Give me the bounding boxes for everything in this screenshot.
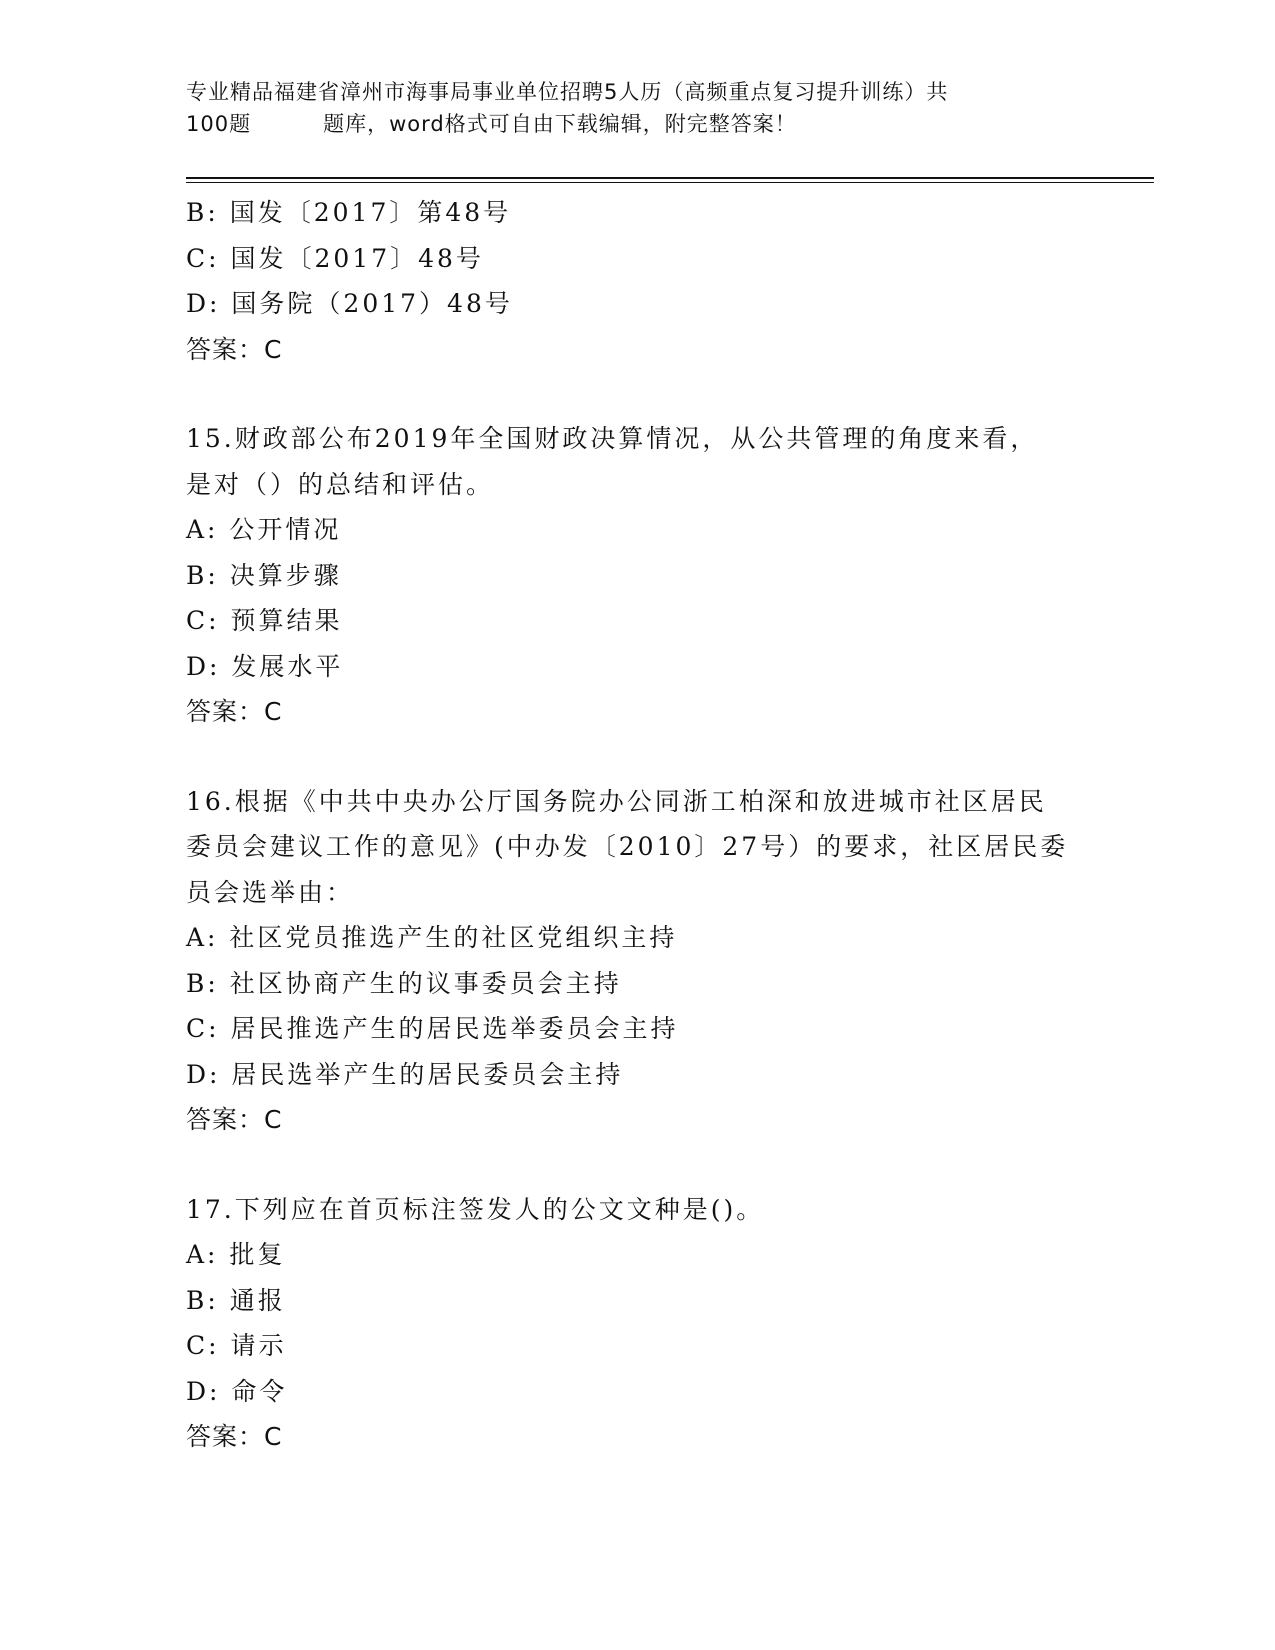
answer-line: 答案：C xyxy=(186,697,283,726)
option-d: D: 居民选举产生的居民委员会主持 xyxy=(186,1059,624,1089)
option-c: C: 预算结果 xyxy=(186,606,343,635)
option-d: D: 命令 xyxy=(186,1376,288,1406)
header-count: 100题 xyxy=(186,112,252,136)
question-stem-line: 16.根据《中共中央办公厅国务院办公同浙工柏深和放进城市社区居民 xyxy=(186,786,1047,816)
answer-line: 答案：C xyxy=(186,334,283,364)
question-17 xyxy=(186,1187,1086,1460)
option-b: B: 国发〔2017〕第48号 xyxy=(186,198,512,227)
question-list xyxy=(186,190,1086,1460)
header-line-2 xyxy=(186,108,1086,140)
option-d: D: 发展水平 xyxy=(186,651,344,681)
header-line-1: 专业精品福建省漳州市海事局事业单位招聘5人历（高频重点复习提升训练）共 xyxy=(186,80,949,104)
question-stem-line: 委员会建议工作的意见》(中办发〔2010〕27号）的要求，社区居民委 xyxy=(186,832,1069,861)
option-a: A: 公开情况 xyxy=(186,515,342,544)
header-rule-thin xyxy=(186,182,1154,183)
question-stem-line: 员会选举由： xyxy=(186,877,355,907)
option-c: C: 请示 xyxy=(186,1331,287,1360)
option-b: B: 决算步骤 xyxy=(186,560,342,590)
question-15 xyxy=(186,416,1086,735)
question-stem-line: 15.财政部公布2019年全国财政决算情况，从公共管理的角度来看， xyxy=(186,424,1039,453)
header-rule-thick xyxy=(186,177,1154,179)
option-c: C: 居民推选产生的居民选举委员会主持 xyxy=(186,1014,679,1043)
question-stem-line: 是对（）的总结和评估。 xyxy=(186,469,495,499)
answer-line: 答案：C xyxy=(186,1422,283,1451)
option-a: A: 社区党员推选产生的社区党组织主持 xyxy=(186,923,678,952)
option-d: D: 国务院（2017）48号 xyxy=(186,289,513,318)
question-stem-line: 17.下列应在首页标注签发人的公文文种是()。 xyxy=(186,1194,765,1224)
question-16 xyxy=(186,779,1086,1143)
option-b: B: 社区协商产生的议事委员会主持 xyxy=(186,968,622,998)
option-b: B: 通报 xyxy=(186,1285,286,1315)
option-c: C: 国发〔2017〕48号 xyxy=(186,243,484,273)
header-description: 题库，word格式可自由下载编辑，附完整答案！ xyxy=(323,112,797,136)
document-header xyxy=(186,76,1086,140)
question-14-fragment xyxy=(186,190,1086,372)
answer-line: 答案：C xyxy=(186,1105,283,1134)
option-a: A: 批复 xyxy=(186,1240,286,1269)
